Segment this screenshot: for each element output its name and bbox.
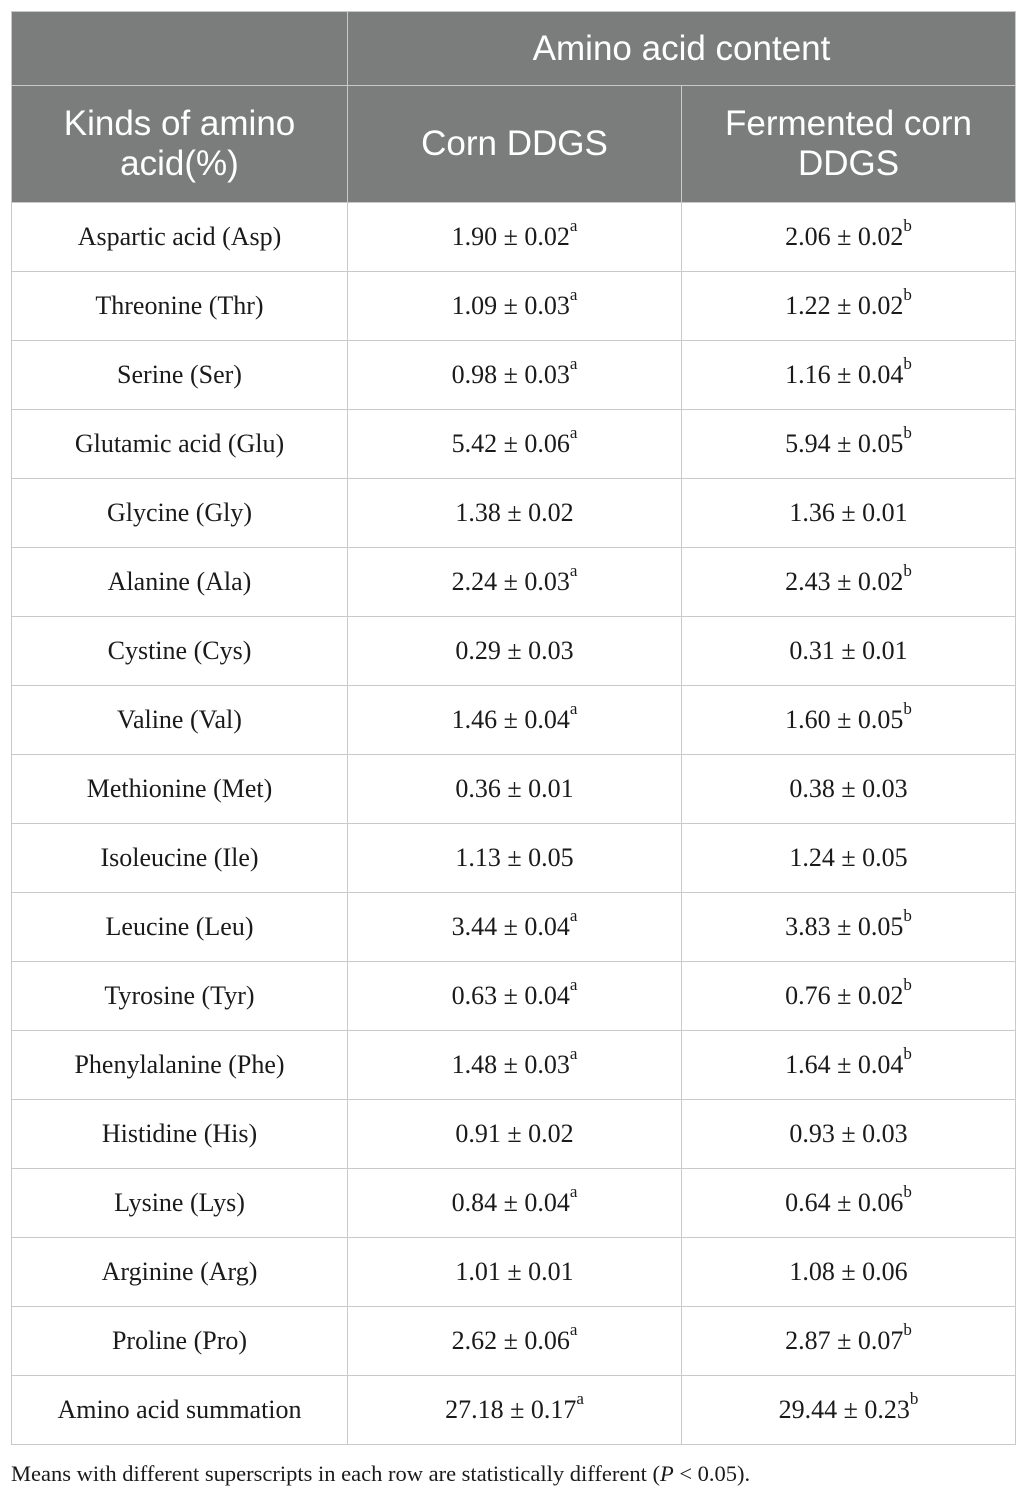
fermented-ddgs-value: 1.22 ± 0.02	[785, 291, 904, 320]
fermented-ddgs-value: 1.64 ± 0.04	[785, 1050, 904, 1079]
corn-ddgs-value: 5.42 ± 0.06	[451, 429, 570, 458]
fermented-ddgs-value: 1.60 ± 0.05	[785, 705, 904, 734]
significance-superscript: b	[903, 216, 912, 236]
significance-superscript: b	[903, 699, 912, 719]
header-row-group	[12, 12, 1016, 86]
significance-superscript: a	[569, 216, 578, 236]
amino-acid-name: Leucine (Leu)	[12, 893, 348, 962]
table-row	[12, 824, 1016, 893]
fermented-ddgs-value-cell	[682, 686, 1016, 755]
significance-superscript: a	[569, 699, 578, 719]
significance-superscript: b	[903, 285, 912, 305]
fermented-ddgs-value-cell	[682, 548, 1016, 617]
table-row	[12, 1100, 1016, 1169]
significance-superscript: b	[903, 561, 912, 581]
table-header	[12, 12, 1016, 203]
significance-superscript: a	[569, 1044, 578, 1064]
fermented-ddgs-value: 1.08 ± 0.06	[789, 1257, 908, 1286]
corn-ddgs-value-cell	[348, 1100, 682, 1169]
corn-ddgs-value-cell	[348, 755, 682, 824]
corn-ddgs-value-cell	[348, 1238, 682, 1307]
amino-acid-name: Proline (Pro)	[12, 1307, 348, 1376]
fermented-ddgs-value: 1.36 ± 0.01	[789, 498, 908, 527]
column-header-fermented: Fermented corn DDGS	[682, 86, 1016, 203]
significance-superscript: b	[903, 975, 912, 995]
row-header: Kinds of amino acid(%)	[12, 86, 348, 203]
corn-ddgs-value: 3.44 ± 0.04	[451, 912, 570, 941]
table-row	[12, 203, 1016, 272]
fermented-ddgs-value-cell	[682, 479, 1016, 548]
corn-ddgs-value-cell	[348, 341, 682, 410]
significance-superscript: a	[569, 1320, 578, 1340]
corn-ddgs-value: 1.90 ± 0.02	[451, 222, 570, 251]
fermented-ddgs-value: 2.87 ± 0.07	[785, 1326, 904, 1355]
fermented-ddgs-value-cell	[682, 1307, 1016, 1376]
significance-superscript: a	[569, 423, 578, 443]
amino-acid-name: Arginine (Arg)	[12, 1238, 348, 1307]
corn-ddgs-value-cell	[348, 479, 682, 548]
footnote-text: Means with different superscripts in each row are statistically different (	[11, 1461, 660, 1486]
significance-superscript: a	[569, 285, 578, 305]
significance-superscript: b	[903, 423, 912, 443]
significance-superscript: b	[909, 1389, 919, 1409]
significance-superscript: a	[576, 1389, 584, 1409]
corn-ddgs-value-cell	[348, 686, 682, 755]
table-row	[12, 1238, 1016, 1307]
fermented-ddgs-value-cell	[682, 410, 1016, 479]
corn-ddgs-value: 0.63 ± 0.04	[451, 981, 570, 1010]
significance-superscript: a	[569, 975, 578, 995]
fermented-ddgs-value-cell	[682, 893, 1016, 962]
corn-ddgs-value-cell	[348, 1307, 682, 1376]
corn-ddgs-value: 2.62 ± 0.06	[451, 1326, 570, 1355]
amino-acid-table	[11, 11, 1016, 1445]
footnote-p-symbol: P	[659, 1461, 674, 1486]
fermented-ddgs-value-cell	[682, 203, 1016, 272]
fermented-ddgs-value-cell	[682, 1238, 1016, 1307]
table-row	[12, 1307, 1016, 1376]
amino-acid-name: Histidine (His)	[12, 1100, 348, 1169]
corn-ddgs-value-cell	[348, 272, 682, 341]
corn-ddgs-value: 0.91 ± 0.02	[455, 1119, 574, 1148]
amino-acid-name: Glutamic acid (Glu)	[12, 410, 348, 479]
amino-acid-name: Aspartic acid (Asp)	[12, 203, 348, 272]
amino-acid-name: Threonine (Thr)	[12, 272, 348, 341]
corn-ddgs-value: 1.38 ± 0.02	[455, 498, 574, 527]
column-header-corn: Corn DDGS	[348, 86, 682, 203]
corn-ddgs-value: 0.84 ± 0.04	[451, 1188, 570, 1217]
amino-acid-name: Glycine (Gly)	[12, 479, 348, 548]
significance-superscript: b	[903, 1320, 912, 1340]
significance-superscript: b	[903, 1044, 912, 1064]
fermented-ddgs-value-cell	[682, 962, 1016, 1031]
corn-ddgs-value-cell	[348, 410, 682, 479]
fermented-ddgs-value-cell	[682, 272, 1016, 341]
corn-ddgs-value-cell	[348, 962, 682, 1031]
fermented-ddgs-value: 1.24 ± 0.05	[789, 843, 908, 872]
table-footnote	[11, 1461, 750, 1487]
corn-ddgs-value: 0.29 ± 0.03	[455, 636, 574, 665]
group-header: Amino acid content	[348, 12, 1016, 86]
fermented-ddgs-value-cell	[682, 1376, 1016, 1445]
corn-ddgs-value: 0.98 ± 0.03	[451, 360, 570, 389]
table-row	[12, 962, 1016, 1031]
fermented-ddgs-value-cell	[682, 1169, 1016, 1238]
corn-ddgs-value-cell	[348, 824, 682, 893]
amino-acid-name: Amino acid summation	[12, 1376, 348, 1445]
corn-ddgs-value-cell	[348, 893, 682, 962]
corn-ddgs-value: 1.46 ± 0.04	[451, 705, 570, 734]
fermented-ddgs-value-cell	[682, 1031, 1016, 1100]
significance-superscript: a	[569, 1182, 578, 1202]
fermented-ddgs-value: 0.76 ± 0.02	[785, 981, 904, 1010]
significance-superscript: b	[903, 1182, 912, 1202]
corn-ddgs-value: 0.36 ± 0.01	[455, 774, 574, 803]
fermented-ddgs-value: 0.38 ± 0.03	[789, 774, 908, 803]
table-row	[12, 1169, 1016, 1238]
significance-superscript: a	[569, 354, 578, 374]
corn-ddgs-value-cell	[348, 203, 682, 272]
table-row	[12, 1031, 1016, 1100]
table-row	[12, 617, 1016, 686]
amino-acid-name: Valine (Val)	[12, 686, 348, 755]
table-row	[12, 272, 1016, 341]
header-row-columns	[12, 86, 1016, 203]
amino-acid-name: Lysine (Lys)	[12, 1169, 348, 1238]
amino-acid-name: Phenylalanine (Phe)	[12, 1031, 348, 1100]
amino-acid-name: Alanine (Ala)	[12, 548, 348, 617]
fermented-ddgs-value-cell	[682, 341, 1016, 410]
corn-ddgs-value: 1.09 ± 0.03	[451, 291, 570, 320]
fermented-ddgs-value: 5.94 ± 0.05	[785, 429, 904, 458]
corn-ddgs-value-cell	[348, 1376, 682, 1445]
significance-superscript: a	[569, 561, 578, 581]
significance-superscript: a	[569, 906, 578, 926]
fermented-ddgs-value: 29.44 ± 0.23	[778, 1395, 910, 1424]
corn-ddgs-value-cell	[348, 548, 682, 617]
corn-ddgs-value: 1.01 ± 0.01	[455, 1257, 574, 1286]
fermented-ddgs-value-cell	[682, 1100, 1016, 1169]
footnote-text-end: < 0.05).	[673, 1461, 751, 1486]
table-row	[12, 479, 1016, 548]
corn-ddgs-value: 27.18 ± 0.17	[445, 1395, 577, 1424]
corn-ddgs-value: 2.24 ± 0.03	[451, 567, 570, 596]
table-row	[12, 341, 1016, 410]
fermented-ddgs-value: 3.83 ± 0.05	[785, 912, 904, 941]
table-row	[12, 755, 1016, 824]
corn-ddgs-value-cell	[348, 1031, 682, 1100]
corn-ddgs-value-cell	[348, 617, 682, 686]
corn-ddgs-value: 1.48 ± 0.03	[451, 1050, 570, 1079]
table-row	[12, 410, 1016, 479]
fermented-ddgs-value-cell	[682, 824, 1016, 893]
fermented-ddgs-value-cell	[682, 755, 1016, 824]
amino-acid-name: Isoleucine (Ile)	[12, 824, 348, 893]
fermented-ddgs-value: 2.06 ± 0.02	[785, 222, 904, 251]
fermented-ddgs-value: 2.43 ± 0.02	[785, 567, 904, 596]
fermented-ddgs-value: 1.16 ± 0.04	[785, 360, 904, 389]
amino-acid-name: Methionine (Met)	[12, 755, 348, 824]
corn-ddgs-value-cell	[348, 1169, 682, 1238]
amino-acid-name: Tyrosine (Tyr)	[12, 962, 348, 1031]
table-body	[12, 203, 1016, 1445]
fermented-ddgs-value: 0.31 ± 0.01	[789, 636, 908, 665]
fermented-ddgs-value: 0.64 ± 0.06	[785, 1188, 904, 1217]
fermented-ddgs-value-cell	[682, 617, 1016, 686]
table-row	[12, 893, 1016, 962]
table-row	[12, 686, 1016, 755]
corn-ddgs-value: 1.13 ± 0.05	[455, 843, 574, 872]
amino-acid-name: Serine (Ser)	[12, 341, 348, 410]
fermented-ddgs-value: 0.93 ± 0.03	[789, 1119, 908, 1148]
table-row	[12, 1376, 1016, 1445]
significance-superscript: b	[903, 354, 912, 374]
significance-superscript: b	[903, 906, 912, 926]
amino-acid-name: Cystine (Cys)	[12, 617, 348, 686]
table-row	[12, 548, 1016, 617]
header-empty-cell	[12, 12, 348, 86]
